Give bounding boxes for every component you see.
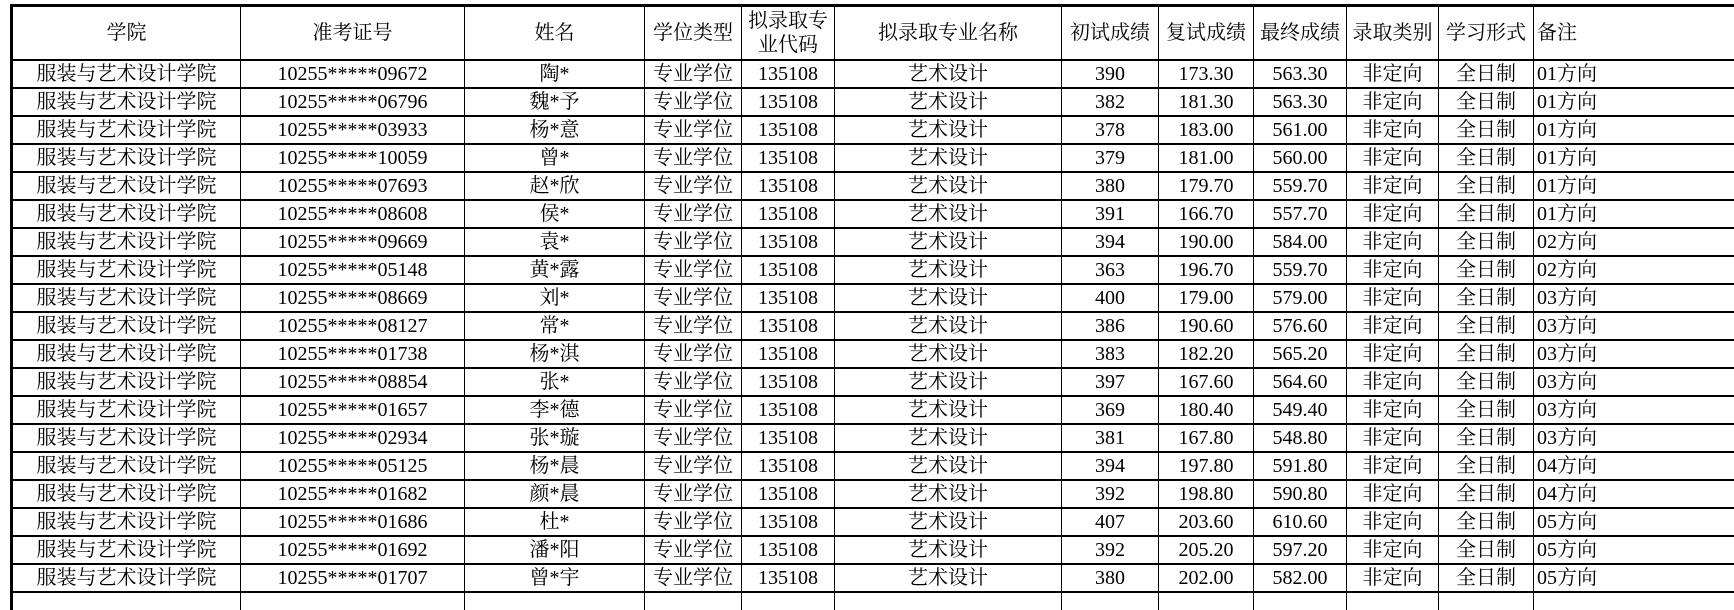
cell-exam_no: 10255*****01692 xyxy=(241,536,465,564)
cell-initial_score: 394 xyxy=(1062,228,1159,256)
cell-study_mode: 全日制 xyxy=(1439,312,1534,340)
cell-name: 潘*阳 xyxy=(465,536,645,564)
cell-final_score: 610.60 xyxy=(1254,508,1347,536)
cell-college: 服装与艺术设计学院 xyxy=(12,396,241,424)
table-row xyxy=(12,116,1734,144)
cell-retest_score: 166.70 xyxy=(1159,200,1254,228)
cell-major_code: 135108 xyxy=(742,508,835,536)
cell-degree_type: 专业学位 xyxy=(645,564,742,592)
cell-final_score: 590.80 xyxy=(1254,480,1347,508)
cell-major_name: 艺术设计 xyxy=(835,284,1062,312)
cell-exam_no: 10255*****03933 xyxy=(241,116,465,144)
cell-remark: 05方向 xyxy=(1534,564,1734,592)
cell-remark: 01方向 xyxy=(1534,200,1734,228)
admission-table xyxy=(10,4,1734,610)
cell-major_name: 艺术设计 xyxy=(835,144,1062,172)
cell-major_name: 艺术设计 xyxy=(835,480,1062,508)
table-row xyxy=(12,144,1734,172)
cell-retest_score: 181.00 xyxy=(1159,144,1254,172)
cell-college: 服装与艺术设计学院 xyxy=(12,452,241,480)
cell-retest_score: 180.40 xyxy=(1159,396,1254,424)
cell-study_mode: 全日制 xyxy=(1439,88,1534,116)
cell-initial_score: 363 xyxy=(1062,256,1159,284)
cell-major_name: 艺术设计 xyxy=(835,200,1062,228)
cell-initial_score: 378 xyxy=(1062,116,1159,144)
table-row xyxy=(12,200,1734,228)
empty-cell xyxy=(645,592,742,610)
cell-remark: 03方向 xyxy=(1534,312,1734,340)
cell-degree_type: 专业学位 xyxy=(645,200,742,228)
table-row xyxy=(12,424,1734,452)
cell-major_code: 135108 xyxy=(742,536,835,564)
cell-final_score: 559.70 xyxy=(1254,172,1347,200)
cell-college: 服装与艺术设计学院 xyxy=(12,368,241,396)
cell-major_code: 135108 xyxy=(742,312,835,340)
cell-college: 服装与艺术设计学院 xyxy=(12,256,241,284)
cell-admission_category: 非定向 xyxy=(1347,200,1439,228)
column-header-study_mode: 学习形式 xyxy=(1439,6,1534,61)
cell-major_name: 艺术设计 xyxy=(835,396,1062,424)
cell-final_score: 584.00 xyxy=(1254,228,1347,256)
cell-initial_score: 397 xyxy=(1062,368,1159,396)
table-body xyxy=(12,60,1734,610)
table-row xyxy=(12,172,1734,200)
cell-initial_score: 380 xyxy=(1062,564,1159,592)
cell-retest_score: 182.20 xyxy=(1159,340,1254,368)
cell-study_mode: 全日制 xyxy=(1439,172,1534,200)
cell-admission_category: 非定向 xyxy=(1347,564,1439,592)
cell-initial_score: 394 xyxy=(1062,452,1159,480)
cell-remark: 05方向 xyxy=(1534,508,1734,536)
cell-college: 服装与艺术设计学院 xyxy=(12,564,241,592)
cell-name: 颜*晨 xyxy=(465,480,645,508)
table-row xyxy=(12,256,1734,284)
cell-major_code: 135108 xyxy=(742,228,835,256)
cell-study_mode: 全日制 xyxy=(1439,256,1534,284)
cell-degree_type: 专业学位 xyxy=(645,480,742,508)
cell-initial_score: 380 xyxy=(1062,172,1159,200)
cell-retest_score: 183.00 xyxy=(1159,116,1254,144)
cell-study_mode: 全日制 xyxy=(1439,480,1534,508)
cell-study_mode: 全日制 xyxy=(1439,284,1534,312)
cell-degree_type: 专业学位 xyxy=(645,340,742,368)
table-row xyxy=(12,312,1734,340)
cell-admission_category: 非定向 xyxy=(1347,284,1439,312)
empty-cell xyxy=(1062,592,1159,610)
cell-remark: 03方向 xyxy=(1534,424,1734,452)
cell-final_score: 559.70 xyxy=(1254,256,1347,284)
cell-major_code: 135108 xyxy=(742,396,835,424)
cell-retest_score: 197.80 xyxy=(1159,452,1254,480)
cell-name: 张*璇 xyxy=(465,424,645,452)
cell-exam_no: 10255*****09669 xyxy=(241,228,465,256)
cell-degree_type: 专业学位 xyxy=(645,424,742,452)
cell-initial_score: 369 xyxy=(1062,396,1159,424)
cell-study_mode: 全日制 xyxy=(1439,452,1534,480)
cell-retest_score: 190.00 xyxy=(1159,228,1254,256)
cell-admission_category: 非定向 xyxy=(1347,144,1439,172)
cell-study_mode: 全日制 xyxy=(1439,116,1534,144)
empty-cell xyxy=(835,592,1062,610)
cell-college: 服装与艺术设计学院 xyxy=(12,172,241,200)
table-row xyxy=(12,88,1734,116)
empty-cell xyxy=(241,592,465,610)
empty-cell xyxy=(465,592,645,610)
cell-final_score: 549.40 xyxy=(1254,396,1347,424)
cell-retest_score: 196.70 xyxy=(1159,256,1254,284)
column-header-college: 学院 xyxy=(12,6,241,61)
cell-college: 服装与艺术设计学院 xyxy=(12,116,241,144)
cell-major_code: 135108 xyxy=(742,340,835,368)
cell-major_name: 艺术设计 xyxy=(835,228,1062,256)
cell-degree_type: 专业学位 xyxy=(645,284,742,312)
cell-major_name: 艺术设计 xyxy=(835,368,1062,396)
cell-degree_type: 专业学位 xyxy=(645,60,742,88)
partial-row xyxy=(12,592,1734,610)
cell-name: 陶* xyxy=(465,60,645,88)
cell-final_score: 560.00 xyxy=(1254,144,1347,172)
cell-admission_category: 非定向 xyxy=(1347,312,1439,340)
cell-major_code: 135108 xyxy=(742,452,835,480)
cell-remark: 03方向 xyxy=(1534,396,1734,424)
cell-exam_no: 10255*****01707 xyxy=(241,564,465,592)
cell-major_code: 135108 xyxy=(742,144,835,172)
cell-exam_no: 10255*****10059 xyxy=(241,144,465,172)
cell-retest_score: 198.80 xyxy=(1159,480,1254,508)
cell-major_code: 135108 xyxy=(742,424,835,452)
cell-remark: 01方向 xyxy=(1534,88,1734,116)
cell-remark: 03方向 xyxy=(1534,284,1734,312)
column-header-remark: 备注 xyxy=(1534,6,1734,61)
cell-college: 服装与艺术设计学院 xyxy=(12,88,241,116)
cell-name: 曾* xyxy=(465,144,645,172)
cell-major_code: 135108 xyxy=(742,284,835,312)
cell-name: 杨*淇 xyxy=(465,340,645,368)
cell-study_mode: 全日制 xyxy=(1439,396,1534,424)
cell-retest_score: 202.00 xyxy=(1159,564,1254,592)
cell-remark: 02方向 xyxy=(1534,256,1734,284)
cell-initial_score: 383 xyxy=(1062,340,1159,368)
cell-study_mode: 全日制 xyxy=(1439,200,1534,228)
cell-name: 袁* xyxy=(465,228,645,256)
cell-name: 魏*予 xyxy=(465,88,645,116)
empty-cell xyxy=(1534,592,1734,610)
cell-exam_no: 10255*****05125 xyxy=(241,452,465,480)
cell-admission_category: 非定向 xyxy=(1347,88,1439,116)
cell-initial_score: 379 xyxy=(1062,144,1159,172)
cell-name: 杨*晨 xyxy=(465,452,645,480)
cell-final_score: 563.30 xyxy=(1254,88,1347,116)
table-row xyxy=(12,508,1734,536)
cell-college: 服装与艺术设计学院 xyxy=(12,480,241,508)
cell-remark: 01方向 xyxy=(1534,60,1734,88)
cell-college: 服装与艺术设计学院 xyxy=(12,60,241,88)
cell-degree_type: 专业学位 xyxy=(645,172,742,200)
table-row xyxy=(12,228,1734,256)
cell-final_score: 582.00 xyxy=(1254,564,1347,592)
cell-study_mode: 全日制 xyxy=(1439,340,1534,368)
cell-degree_type: 专业学位 xyxy=(645,452,742,480)
column-header-initial_score: 初试成绩 xyxy=(1062,6,1159,61)
cell-college: 服装与艺术设计学院 xyxy=(12,144,241,172)
cell-retest_score: 190.60 xyxy=(1159,312,1254,340)
cell-college: 服装与艺术设计学院 xyxy=(12,340,241,368)
cell-degree_type: 专业学位 xyxy=(645,256,742,284)
cell-college: 服装与艺术设计学院 xyxy=(12,536,241,564)
cell-final_score: 579.00 xyxy=(1254,284,1347,312)
empty-cell xyxy=(12,592,241,610)
cell-final_score: 564.60 xyxy=(1254,368,1347,396)
cell-admission_category: 非定向 xyxy=(1347,228,1439,256)
cell-major_name: 艺术设计 xyxy=(835,88,1062,116)
cell-remark: 02方向 xyxy=(1534,228,1734,256)
cell-name: 常* xyxy=(465,312,645,340)
table-header xyxy=(12,6,1734,61)
cell-remark: 04方向 xyxy=(1534,480,1734,508)
cell-name: 杨*意 xyxy=(465,116,645,144)
column-header-admission_category: 录取类别 xyxy=(1347,6,1439,61)
table-row xyxy=(12,480,1734,508)
cell-exam_no: 10255*****01657 xyxy=(241,396,465,424)
cell-major_name: 艺术设计 xyxy=(835,536,1062,564)
empty-cell xyxy=(1439,592,1534,610)
cell-admission_category: 非定向 xyxy=(1347,452,1439,480)
cell-remark: 03方向 xyxy=(1534,368,1734,396)
table-row xyxy=(12,284,1734,312)
cell-final_score: 548.80 xyxy=(1254,424,1347,452)
cell-study_mode: 全日制 xyxy=(1439,368,1534,396)
column-header-degree_type: 学位类型 xyxy=(645,6,742,61)
cell-retest_score: 179.00 xyxy=(1159,284,1254,312)
column-header-final_score: 最终成绩 xyxy=(1254,6,1347,61)
cell-major_name: 艺术设计 xyxy=(835,256,1062,284)
cell-degree_type: 专业学位 xyxy=(645,88,742,116)
cell-admission_category: 非定向 xyxy=(1347,480,1439,508)
column-header-name: 姓名 xyxy=(465,6,645,61)
cell-exam_no: 10255*****08608 xyxy=(241,200,465,228)
cell-study_mode: 全日制 xyxy=(1439,564,1534,592)
cell-initial_score: 381 xyxy=(1062,424,1159,452)
cell-degree_type: 专业学位 xyxy=(645,144,742,172)
cell-name: 李*德 xyxy=(465,396,645,424)
cell-admission_category: 非定向 xyxy=(1347,256,1439,284)
cell-retest_score: 179.70 xyxy=(1159,172,1254,200)
cell-major_name: 艺术设计 xyxy=(835,452,1062,480)
empty-cell xyxy=(1254,592,1347,610)
cell-major_name: 艺术设计 xyxy=(835,508,1062,536)
cell-admission_category: 非定向 xyxy=(1347,60,1439,88)
cell-admission_category: 非定向 xyxy=(1347,172,1439,200)
cell-college: 服装与艺术设计学院 xyxy=(12,228,241,256)
cell-degree_type: 专业学位 xyxy=(645,508,742,536)
table-row xyxy=(12,60,1734,88)
cell-major_code: 135108 xyxy=(742,480,835,508)
cell-final_score: 561.00 xyxy=(1254,116,1347,144)
cell-initial_score: 391 xyxy=(1062,200,1159,228)
cell-name: 黄*露 xyxy=(465,256,645,284)
cell-degree_type: 专业学位 xyxy=(645,228,742,256)
cell-degree_type: 专业学位 xyxy=(645,116,742,144)
cell-name: 杜* xyxy=(465,508,645,536)
cell-exam_no: 10255*****05148 xyxy=(241,256,465,284)
cell-college: 服装与艺术设计学院 xyxy=(12,284,241,312)
table-row xyxy=(12,536,1734,564)
column-header-major_code: 拟录取专业代码 xyxy=(742,6,835,61)
cell-major_code: 135108 xyxy=(742,88,835,116)
cell-major_name: 艺术设计 xyxy=(835,424,1062,452)
cell-final_score: 576.60 xyxy=(1254,312,1347,340)
cell-initial_score: 392 xyxy=(1062,536,1159,564)
cell-study_mode: 全日制 xyxy=(1439,424,1534,452)
cell-retest_score: 167.80 xyxy=(1159,424,1254,452)
cell-college: 服装与艺术设计学院 xyxy=(12,200,241,228)
cell-remark: 01方向 xyxy=(1534,172,1734,200)
table-row xyxy=(12,340,1734,368)
cell-major_code: 135108 xyxy=(742,200,835,228)
cell-remark: 05方向 xyxy=(1534,536,1734,564)
cell-college: 服装与艺术设计学院 xyxy=(12,424,241,452)
cell-initial_score: 382 xyxy=(1062,88,1159,116)
cell-exam_no: 10255*****01682 xyxy=(241,480,465,508)
cell-initial_score: 390 xyxy=(1062,60,1159,88)
cell-major_code: 135108 xyxy=(742,116,835,144)
cell-major_name: 艺术设计 xyxy=(835,564,1062,592)
cell-retest_score: 181.30 xyxy=(1159,88,1254,116)
cell-retest_score: 203.60 xyxy=(1159,508,1254,536)
cell-admission_category: 非定向 xyxy=(1347,340,1439,368)
cell-exam_no: 10255*****08669 xyxy=(241,284,465,312)
cell-final_score: 591.80 xyxy=(1254,452,1347,480)
cell-retest_score: 167.60 xyxy=(1159,368,1254,396)
header-row xyxy=(12,6,1734,61)
cell-degree_type: 专业学位 xyxy=(645,396,742,424)
table-row xyxy=(12,396,1734,424)
cell-remark: 01方向 xyxy=(1534,116,1734,144)
cell-final_score: 565.20 xyxy=(1254,340,1347,368)
column-header-exam_no: 准考证号 xyxy=(241,6,465,61)
cell-major_code: 135108 xyxy=(742,256,835,284)
column-header-retest_score: 复试成绩 xyxy=(1159,6,1254,61)
cell-major_name: 艺术设计 xyxy=(835,340,1062,368)
cell-exam_no: 10255*****09672 xyxy=(241,60,465,88)
cell-initial_score: 400 xyxy=(1062,284,1159,312)
cell-admission_category: 非定向 xyxy=(1347,116,1439,144)
cell-college: 服装与艺术设计学院 xyxy=(12,508,241,536)
cell-admission_category: 非定向 xyxy=(1347,396,1439,424)
table-row xyxy=(12,452,1734,480)
cell-exam_no: 10255*****07693 xyxy=(241,172,465,200)
cell-major_name: 艺术设计 xyxy=(835,312,1062,340)
table-row xyxy=(12,368,1734,396)
column-header-major_name: 拟录取专业名称 xyxy=(835,6,1062,61)
cell-initial_score: 407 xyxy=(1062,508,1159,536)
cell-degree_type: 专业学位 xyxy=(645,312,742,340)
cell-exam_no: 10255*****01686 xyxy=(241,508,465,536)
cell-exam_no: 10255*****01738 xyxy=(241,340,465,368)
cell-name: 张* xyxy=(465,368,645,396)
cell-initial_score: 386 xyxy=(1062,312,1159,340)
empty-cell xyxy=(742,592,835,610)
cell-study_mode: 全日制 xyxy=(1439,508,1534,536)
cell-study_mode: 全日制 xyxy=(1439,144,1534,172)
cell-remark: 01方向 xyxy=(1534,144,1734,172)
cell-exam_no: 10255*****08127 xyxy=(241,312,465,340)
cell-major_code: 135108 xyxy=(742,368,835,396)
empty-cell xyxy=(1159,592,1254,610)
cell-initial_score: 392 xyxy=(1062,480,1159,508)
cell-degree_type: 专业学位 xyxy=(645,368,742,396)
cell-study_mode: 全日制 xyxy=(1439,60,1534,88)
cell-admission_category: 非定向 xyxy=(1347,508,1439,536)
cell-major_name: 艺术设计 xyxy=(835,172,1062,200)
cell-major_code: 135108 xyxy=(742,564,835,592)
cell-name: 赵*欣 xyxy=(465,172,645,200)
cell-admission_category: 非定向 xyxy=(1347,368,1439,396)
cell-final_score: 557.70 xyxy=(1254,200,1347,228)
cell-name: 曾*宇 xyxy=(465,564,645,592)
cell-study_mode: 全日制 xyxy=(1439,228,1534,256)
cell-name: 刘* xyxy=(465,284,645,312)
cell-admission_category: 非定向 xyxy=(1347,424,1439,452)
cell-final_score: 597.20 xyxy=(1254,536,1347,564)
cell-admission_category: 非定向 xyxy=(1347,536,1439,564)
cell-exam_no: 10255*****06796 xyxy=(241,88,465,116)
cell-college: 服装与艺术设计学院 xyxy=(12,312,241,340)
cell-retest_score: 205.20 xyxy=(1159,536,1254,564)
cell-remark: 04方向 xyxy=(1534,452,1734,480)
table-row xyxy=(12,564,1734,592)
empty-cell xyxy=(1347,592,1439,610)
cell-retest_score: 173.30 xyxy=(1159,60,1254,88)
cell-exam_no: 10255*****02934 xyxy=(241,424,465,452)
cell-final_score: 563.30 xyxy=(1254,60,1347,88)
cell-name: 侯* xyxy=(465,200,645,228)
cell-major_name: 艺术设计 xyxy=(835,60,1062,88)
cell-major_name: 艺术设计 xyxy=(835,116,1062,144)
cell-exam_no: 10255*****08854 xyxy=(241,368,465,396)
cell-major_code: 135108 xyxy=(742,60,835,88)
cell-remark: 03方向 xyxy=(1534,340,1734,368)
cell-degree_type: 专业学位 xyxy=(645,536,742,564)
cell-study_mode: 全日制 xyxy=(1439,536,1534,564)
cell-major_code: 135108 xyxy=(742,172,835,200)
